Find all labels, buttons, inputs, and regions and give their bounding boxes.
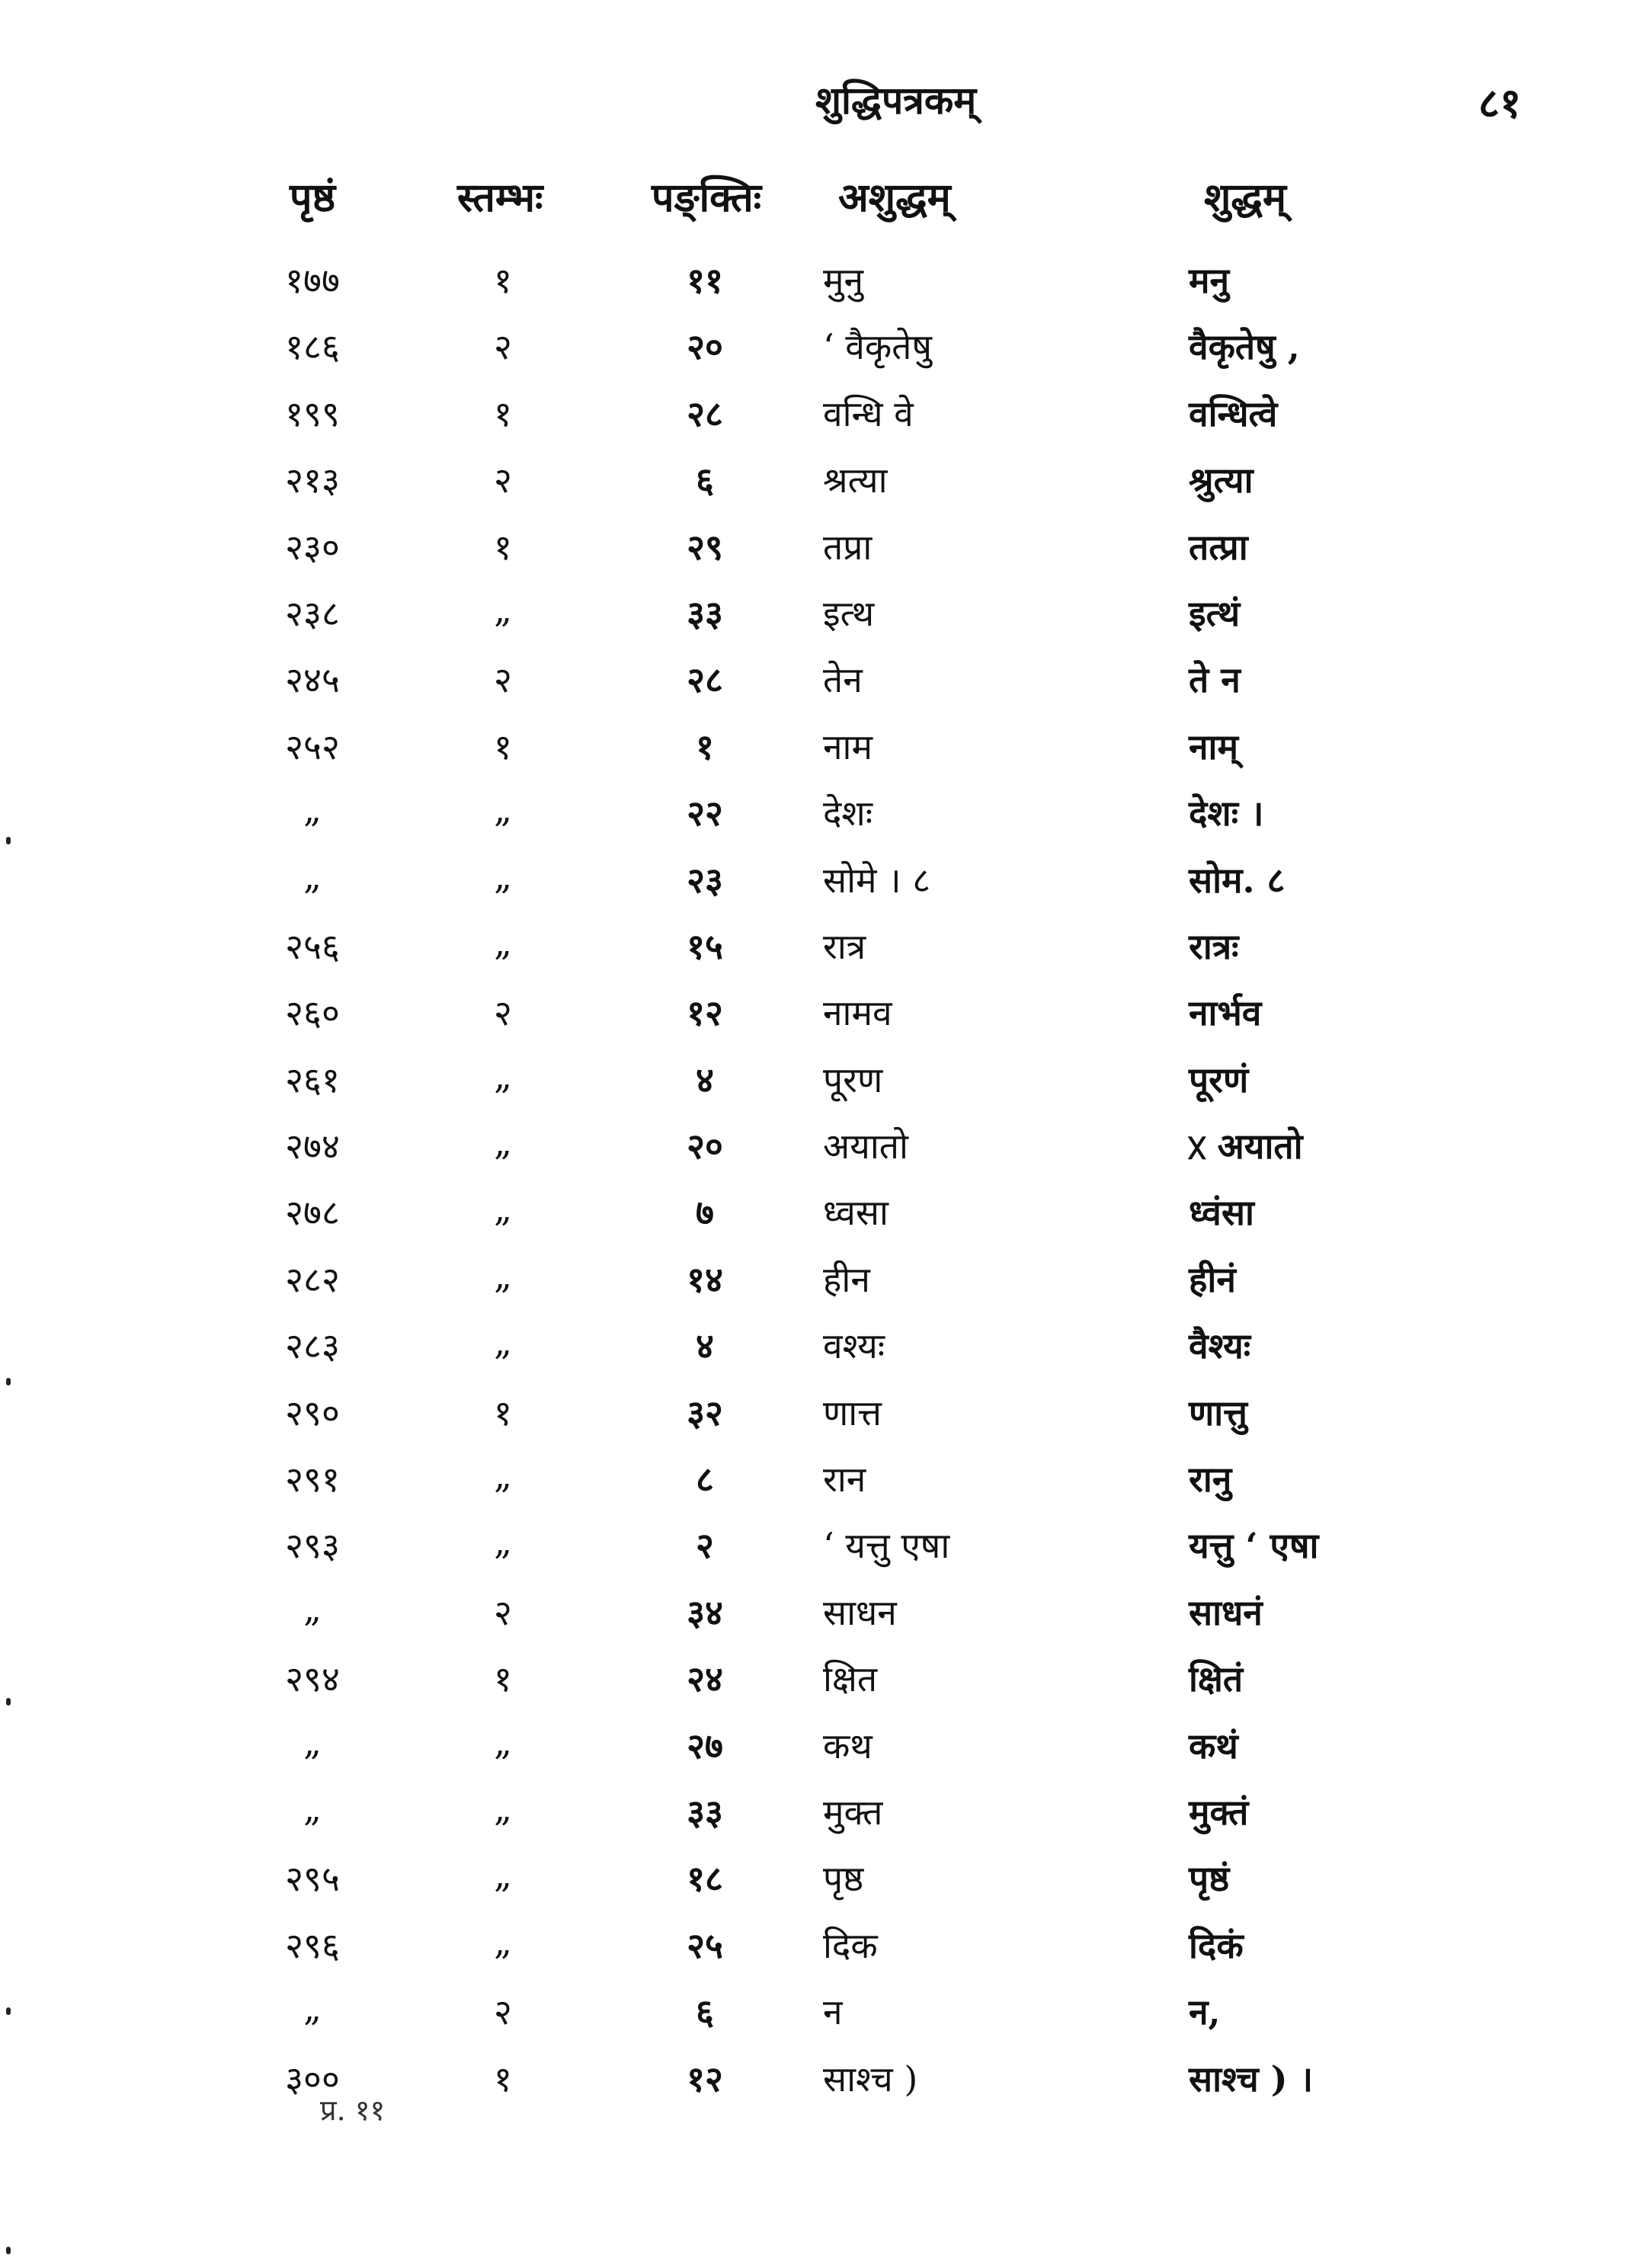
margin-speck — [6, 2247, 11, 2254]
cell-correct: वैश्यः — [1189, 1325, 1251, 1367]
cell-incorrect: न — [823, 1991, 843, 2033]
cell-line: १५ — [687, 925, 723, 967]
cell-line: २९ — [687, 526, 723, 568]
header-page: पृष्ठं — [290, 175, 336, 221]
cell-page: २३० — [285, 526, 340, 568]
cell-page: २६० — [285, 992, 340, 1034]
table-row — [0, 385, 1649, 451]
cell-incorrect: देशः — [823, 793, 873, 834]
cell-page: २७८ — [285, 1192, 340, 1234]
cell-correct: हीनं — [1189, 1258, 1236, 1300]
cell-line: २८ — [687, 659, 723, 701]
cell-correct: रानु — [1189, 1459, 1232, 1501]
cell-column: „ — [494, 1521, 512, 1563]
table-row — [0, 651, 1649, 717]
table-row — [0, 1051, 1649, 1117]
cell-line: २० — [687, 1126, 723, 1168]
cell-line: ६ — [696, 460, 714, 501]
cell-correct: यत्तु ‘ एषा — [1189, 1525, 1319, 1567]
cell-line: २७ — [687, 1725, 723, 1767]
cell-line: ३३ — [687, 1791, 723, 1833]
cell-column: २ — [494, 659, 512, 701]
cell-column: „ — [494, 1055, 512, 1097]
table-row — [0, 918, 1649, 984]
cell-page: „ — [303, 1721, 322, 1763]
cell-correct: साश्च ) । — [1189, 2058, 1313, 2100]
cell-column: „ — [494, 1787, 512, 1829]
table-row — [0, 1917, 1649, 1983]
table-row — [0, 451, 1649, 517]
table-row — [0, 1850, 1649, 1916]
cell-line: २८ — [687, 392, 723, 434]
cell-incorrect: इत्थ — [823, 592, 875, 634]
cell-page: २६१ — [285, 1059, 340, 1100]
header-line: पङ्क्तिः — [652, 175, 762, 221]
cell-page: २९४ — [285, 1658, 340, 1700]
cell-correct: तत्प्रा — [1189, 526, 1248, 568]
cell-incorrect: नामव — [823, 992, 892, 1034]
cell-line: २ — [696, 1525, 714, 1567]
cell-incorrect: ‘ वैकृतेषु — [823, 326, 932, 368]
cell-page: २८२ — [285, 1258, 340, 1300]
cell-column: „ — [494, 1455, 512, 1497]
cell-line: ११ — [687, 260, 723, 301]
cell-incorrect: श्रत्या — [823, 460, 888, 501]
cell-page: „ — [303, 1787, 322, 1829]
cell-correct: ध्वंसा — [1189, 1192, 1254, 1234]
cell-column: १ — [494, 726, 512, 767]
cell-line: १२ — [687, 992, 723, 1034]
cell-incorrect: हीन — [823, 1258, 870, 1300]
cell-page: २८३ — [285, 1325, 340, 1367]
cell-page: १८६ — [285, 326, 340, 368]
cell-column: २ — [494, 1591, 512, 1633]
table-row — [0, 1384, 1649, 1450]
cell-line: १ — [696, 726, 714, 767]
cell-column: २ — [494, 992, 512, 1034]
table-row — [0, 851, 1649, 918]
column-headers — [0, 169, 1649, 230]
cell-correct: क्षितं — [1189, 1658, 1244, 1700]
cell-line: ४ — [696, 1325, 714, 1367]
cell-column: १ — [494, 526, 512, 568]
cell-page: „ — [303, 789, 322, 831]
cell-correct: दिकं — [1189, 1924, 1244, 1966]
cell-correct: नाम् — [1189, 726, 1238, 767]
cell-column: „ — [494, 1254, 512, 1296]
cell-line: ७ — [696, 1192, 714, 1234]
cell-column: „ — [494, 789, 512, 831]
page-title: शुद्धिपत्रकम् — [815, 78, 977, 123]
cell-incorrect: पूरण — [823, 1059, 883, 1100]
cell-line: ३४ — [687, 1591, 723, 1633]
cell-column: १ — [494, 392, 512, 434]
table-row — [0, 1584, 1649, 1650]
cell-page: ३०० — [285, 2058, 340, 2100]
table-row — [0, 585, 1649, 651]
cell-page: २९६ — [285, 1924, 340, 1966]
cell-incorrect: ‘ यत्तु एषा — [823, 1525, 950, 1567]
header-incorrect: अशुद्धम् — [838, 175, 951, 221]
cell-column: „ — [494, 1920, 512, 1962]
cell-incorrect: साधन — [823, 1591, 897, 1633]
cell-line: २३ — [687, 859, 723, 901]
table-row — [0, 1717, 1649, 1783]
cell-correct: रात्रः — [1189, 925, 1239, 967]
margin-speck — [6, 837, 11, 844]
cell-incorrect: णात्त — [823, 1392, 882, 1434]
table-row — [0, 1184, 1649, 1250]
cell-column: „ — [494, 1854, 512, 1896]
cell-line: ६ — [696, 1991, 714, 2033]
table-row — [0, 1517, 1649, 1583]
cell-column: १ — [494, 260, 512, 301]
page-number: ८१ — [1478, 78, 1522, 127]
cell-line: ८ — [696, 1459, 714, 1501]
cell-column: २ — [494, 326, 512, 368]
cell-column: १ — [494, 1658, 512, 1700]
cell-column: „ — [494, 1721, 512, 1763]
cell-page: २९५ — [285, 1858, 340, 1900]
table-row — [0, 1983, 1649, 2049]
cell-line: ४ — [696, 1059, 714, 1100]
cell-correct: ते न — [1189, 659, 1241, 701]
cell-incorrect: मुक्त — [823, 1791, 883, 1833]
table-row — [0, 1251, 1649, 1317]
header-correct: शुद्धम् — [1204, 175, 1287, 221]
table-row — [0, 784, 1649, 850]
table-row — [0, 2050, 1649, 2116]
cell-incorrect: तेन — [823, 659, 863, 701]
cell-incorrect: मुनु — [823, 260, 864, 301]
cell-incorrect: वश्यः — [823, 1325, 885, 1367]
cell-column: „ — [494, 921, 512, 963]
cell-correct: नार्भव — [1189, 992, 1262, 1034]
header-column: स्तम्भः — [457, 175, 543, 221]
table-row — [0, 984, 1649, 1050]
cell-incorrect: अयातो — [823, 1126, 908, 1168]
cell-correct: मनु — [1189, 260, 1230, 301]
table-row — [0, 718, 1649, 784]
cell-correct: श्रुत्या — [1189, 460, 1254, 501]
cell-column: २ — [494, 1991, 512, 2033]
cell-line: २५ — [687, 1924, 723, 1966]
cell-incorrect: पृष्ठ — [823, 1858, 864, 1900]
cell-page: २९० — [285, 1392, 340, 1434]
cell-incorrect: वन्धि वे — [823, 392, 914, 434]
cell-page: १९९ — [285, 392, 340, 434]
cell-page: २१३ — [285, 460, 340, 501]
table-row — [0, 1117, 1649, 1184]
cell-page: २५२ — [285, 726, 340, 767]
cell-correct: न, — [1189, 1991, 1221, 2033]
cell-column: „ — [494, 588, 512, 630]
cell-line: २४ — [687, 1658, 723, 1700]
cell-incorrect: क्षित — [823, 1658, 878, 1700]
cell-line: ३२ — [687, 1392, 723, 1434]
table-row — [0, 1783, 1649, 1850]
cell-correct: इत्थं — [1189, 592, 1241, 634]
cell-line: १८ — [687, 1858, 723, 1900]
table-row — [0, 251, 1649, 318]
page-header — [0, 73, 1649, 142]
cell-line: ३३ — [687, 592, 723, 634]
cell-line: १२ — [687, 2058, 723, 2100]
table-row — [0, 1450, 1649, 1517]
margin-speck — [6, 1698, 11, 1706]
table-row — [0, 1317, 1649, 1383]
cell-correct: वन्धित्वे — [1189, 392, 1278, 434]
cell-correct: मुक्तं — [1189, 1791, 1249, 1833]
cell-incorrect: रात्र — [823, 925, 866, 967]
margin-speck — [6, 2007, 11, 2015]
cell-line: २२ — [687, 793, 723, 834]
cell-column: „ — [494, 855, 512, 897]
cell-incorrect: साश्च ) — [823, 2058, 918, 2100]
cell-correct: पूरणं — [1189, 1059, 1249, 1100]
cell-incorrect: दिक — [823, 1924, 878, 1966]
margin-speck — [6, 1378, 11, 1385]
cell-column: १ — [494, 1392, 512, 1434]
cell-correct: पृष्ठं — [1189, 1858, 1230, 1900]
cell-incorrect: रान — [823, 1459, 866, 1501]
cell-column: „ — [494, 1188, 512, 1230]
cell-correct: साधनं — [1189, 1591, 1263, 1633]
cell-correct: वैकृतेषु , — [1189, 326, 1300, 368]
cell-correct: देशः । — [1189, 793, 1264, 834]
cell-incorrect: नाम — [823, 726, 873, 767]
cell-column: २ — [494, 460, 512, 501]
cell-page: २५६ — [285, 925, 340, 967]
cell-column: „ — [494, 1321, 512, 1363]
cell-page: २९१ — [285, 1459, 340, 1501]
table-row — [0, 318, 1649, 384]
table-row — [0, 518, 1649, 585]
cell-column: „ — [494, 1122, 512, 1164]
signature-mark: प्र. ११ — [320, 2093, 386, 2127]
cell-page: २९३ — [285, 1525, 340, 1567]
cell-page: २३८ — [285, 592, 340, 634]
cell-correct: णात्तु — [1189, 1392, 1247, 1434]
cell-incorrect: तप्रा — [823, 526, 873, 568]
cell-page: २७४ — [285, 1126, 340, 1168]
errata-table — [0, 251, 1649, 2116]
cell-incorrect: कथ — [823, 1725, 873, 1767]
cell-incorrect: सोमे । ८ — [823, 859, 931, 901]
cell-page: „ — [303, 1587, 322, 1629]
cell-page: „ — [303, 1988, 322, 2029]
cell-page: २४५ — [285, 659, 340, 701]
cell-page: „ — [303, 855, 322, 897]
cell-line: १४ — [687, 1258, 723, 1300]
cell-column: १ — [494, 2058, 512, 2100]
cell-correct: ᳵ अयातो — [1189, 1126, 1303, 1168]
cell-correct: सोम. ८ — [1189, 859, 1286, 901]
cell-incorrect: ध्वसा — [823, 1192, 889, 1234]
cell-correct: कथं — [1189, 1725, 1238, 1767]
cell-page: १७७ — [285, 260, 340, 301]
table-row — [0, 1650, 1649, 1716]
cell-line: २० — [687, 326, 723, 368]
